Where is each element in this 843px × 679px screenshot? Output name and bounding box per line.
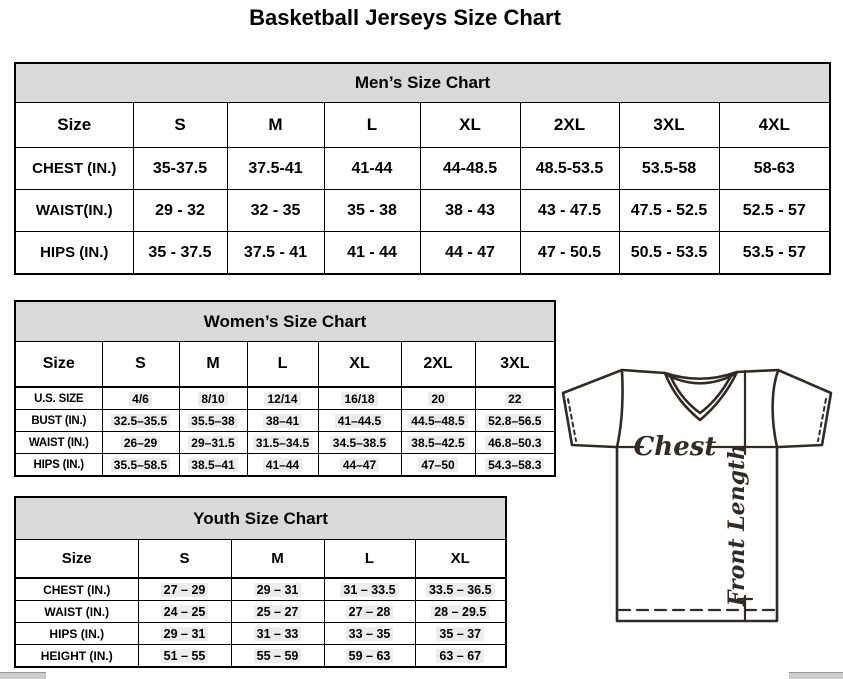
size-value: 54.3–58.3 [485, 458, 544, 472]
size-value: 31.5–34.5 [253, 436, 312, 450]
row-label: BUST (IN.) [15, 410, 102, 432]
size-value: 52.8–56.5 [485, 414, 544, 428]
size-value: 51 – 55 [161, 649, 209, 663]
chest-label: Chest [633, 432, 717, 462]
size-header-row [15, 540, 506, 579]
mens-size-chart-section [14, 62, 829, 275]
size-column-header: L [247, 342, 318, 388]
size-value-cell [719, 190, 830, 232]
size-value-cell [231, 645, 324, 668]
size-value-cell [247, 410, 318, 432]
size-value-cell [133, 232, 227, 275]
size-value-cell [415, 578, 506, 601]
size-value: 44 - 47 [445, 243, 495, 261]
size-value: 25 – 27 [254, 605, 302, 619]
size-value-cell [324, 601, 415, 623]
size-value-cell [102, 387, 179, 410]
size-value: 35.5–58.5 [111, 458, 170, 472]
size-value-cell [179, 387, 247, 410]
size-value-cell [401, 454, 475, 477]
size-value-cell [719, 148, 830, 190]
size-value-cell [415, 645, 506, 668]
table-row [15, 190, 830, 232]
size-value-cell [179, 432, 247, 454]
size-column-header: S [138, 540, 231, 579]
size-value: 52.5 - 57 [742, 201, 806, 219]
size-value: 48.5-53.5 [535, 159, 604, 177]
size-column-header: M [231, 540, 324, 579]
mens-table-title: Men’s Size Chart [15, 63, 830, 103]
size-value: 33 – 35 [346, 627, 394, 641]
size-value: 35 - 38 [347, 201, 397, 219]
size-value: 16/18 [341, 392, 377, 406]
size-value-cell [520, 190, 619, 232]
page-title: Basketball Jerseys Size Chart [249, 5, 561, 30]
size-value-cell [415, 601, 506, 623]
size-value: 38–41 [263, 414, 302, 428]
size-value-cell [138, 645, 231, 668]
womens-size-chart-section [14, 300, 554, 477]
size-value-cell [102, 432, 179, 454]
size-value: 53.5 - 57 [742, 243, 806, 261]
size-value-cell [520, 232, 619, 275]
size-value-cell [102, 454, 179, 477]
row-label: HIPS (IN.) [15, 623, 138, 645]
size-value: 38.5–42.5 [408, 436, 467, 450]
size-value-cell [179, 454, 247, 477]
size-value-cell [231, 601, 324, 623]
size-value: 29 – 31 [161, 627, 209, 641]
row-label: U.S. SIZE [15, 387, 102, 410]
size-value: 22 [505, 392, 524, 406]
size-value: 59 – 63 [346, 649, 394, 663]
size-value: 41 - 44 [347, 243, 397, 261]
table-row [15, 578, 506, 601]
size-column-header: 3XL [475, 342, 555, 388]
size-value: 44.5–48.5 [408, 414, 467, 428]
size-value-cell [247, 432, 318, 454]
row-label: WAIST(IN.) [15, 190, 133, 232]
size-value-cell [475, 387, 555, 410]
row-label: HIPS (IN.) [15, 454, 102, 477]
size-column-header: Size [15, 540, 138, 579]
size-column-header: L [324, 540, 415, 579]
size-value: 35 - 37.5 [148, 243, 212, 261]
size-column-header: 4XL [719, 103, 830, 148]
size-value: 50.5 - 53.5 [630, 243, 708, 261]
size-value-cell [138, 578, 231, 601]
mens-size-chart-table [14, 62, 831, 275]
size-column-header: 2XL [520, 103, 619, 148]
size-value-cell [401, 410, 475, 432]
size-value-cell [324, 190, 420, 232]
size-value: 55 – 59 [254, 649, 302, 663]
table-row [15, 454, 555, 477]
size-value-cell [324, 148, 420, 190]
womens-table-title: Women’s Size Chart [15, 301, 555, 342]
size-value: 33.5 – 36.5 [426, 583, 495, 597]
size-value-cell [420, 232, 520, 275]
size-value-cell [324, 578, 415, 601]
size-value: 28 – 29.5 [431, 605, 489, 619]
size-value: 32 - 35 [250, 201, 301, 219]
size-value: 35-37.5 [152, 159, 208, 177]
size-value-cell [227, 148, 324, 190]
size-value-cell [247, 387, 318, 410]
size-value-cell [318, 387, 401, 410]
size-value: 35 – 37 [436, 627, 484, 641]
table-row [15, 148, 830, 190]
size-value-cell [324, 232, 420, 275]
scrollbar-fragment-right[interactable] [789, 672, 843, 679]
front-length-label: Front Length [724, 443, 750, 607]
size-column-header: 3XL [619, 103, 719, 148]
size-value: 35.5–38 [188, 414, 237, 428]
size-value: 24 – 25 [161, 605, 209, 619]
size-column-header: Size [15, 103, 133, 148]
size-value: 47 - 50.5 [537, 243, 602, 261]
row-label: CHEST (IN.) [15, 148, 133, 190]
size-value: 4/6 [129, 392, 152, 406]
size-value-cell [247, 454, 318, 477]
size-value: 63 – 67 [436, 649, 484, 663]
size-value-cell [520, 148, 619, 190]
size-value: 20 [428, 392, 447, 406]
size-value-cell [619, 232, 719, 275]
size-value-cell [415, 623, 506, 645]
size-value-cell [719, 232, 830, 275]
size-value-cell [324, 645, 415, 668]
size-value-cell [318, 454, 401, 477]
table-row [15, 645, 506, 668]
size-column-header: M [227, 103, 324, 148]
size-value: 34.5–38.5 [330, 436, 389, 450]
size-header-row [15, 342, 555, 388]
size-value: 44–47 [340, 458, 379, 472]
womens-size-chart-table [14, 300, 556, 477]
size-value: 29 - 32 [155, 201, 205, 219]
size-value-cell [231, 623, 324, 645]
table-title-row [15, 497, 506, 540]
jersey-measurement-diagram [556, 358, 840, 630]
size-value-cell [102, 410, 179, 432]
row-label: HIPS (IN.) [15, 232, 133, 275]
size-column-header: S [133, 103, 227, 148]
size-value-cell [138, 601, 231, 623]
size-value: 47–50 [418, 458, 457, 472]
youth-size-chart-section [14, 496, 505, 668]
size-value-cell [231, 578, 324, 601]
size-column-header: M [179, 342, 247, 388]
size-column-header: XL [318, 342, 401, 388]
table-row [15, 410, 555, 432]
size-value: 26–29 [121, 436, 160, 450]
scrollbar-fragment-left[interactable] [0, 672, 46, 679]
size-value-cell [619, 190, 719, 232]
size-value: 29–31.5 [188, 436, 237, 450]
row-label: CHEST (IN.) [15, 578, 138, 601]
table-row [15, 623, 506, 645]
size-value: 32.5–35.5 [111, 414, 170, 428]
size-value: 12/14 [264, 392, 300, 406]
size-value-cell [324, 623, 415, 645]
youth-size-chart-table [14, 496, 507, 668]
size-column-header: Size [15, 342, 102, 388]
row-label: WAIST (IN.) [15, 601, 138, 623]
size-value-cell [475, 454, 555, 477]
size-value: 8/10 [198, 392, 227, 406]
size-value: 43 - 47.5 [537, 201, 602, 219]
size-value: 31 – 33 [254, 627, 302, 641]
size-header-row [15, 103, 830, 148]
table-row [15, 601, 506, 623]
size-column-header: S [102, 342, 179, 388]
size-value-cell [138, 623, 231, 645]
table-row [15, 432, 555, 454]
size-value: 41-44 [351, 159, 393, 177]
size-value-cell [420, 148, 520, 190]
size-value-cell [475, 432, 555, 454]
table-title-row [15, 301, 555, 342]
row-label: HEIGHT (IN.) [15, 645, 138, 668]
size-value-cell [133, 148, 227, 190]
size-value: 46.8–50.3 [485, 436, 544, 450]
size-value-cell [179, 410, 247, 432]
jersey-outline [563, 370, 831, 621]
size-value-cell [227, 232, 324, 275]
size-value: 38.5–41 [188, 458, 237, 472]
size-column-header: L [324, 103, 420, 148]
size-value: 47.5 - 52.5 [630, 201, 708, 219]
size-value: 29 – 31 [254, 583, 302, 597]
size-value-cell [619, 148, 719, 190]
row-label: WAIST (IN.) [15, 432, 102, 454]
size-value-cell [401, 432, 475, 454]
size-column-header: XL [420, 103, 520, 148]
size-value-cell [401, 387, 475, 410]
size-value: 44-48.5 [442, 159, 498, 177]
size-value-cell [318, 432, 401, 454]
size-value-cell [475, 410, 555, 432]
size-value: 31 – 33.5 [340, 583, 398, 597]
size-value: 27 – 29 [161, 583, 209, 597]
size-column-header: XL [415, 540, 506, 579]
youth-table-title: Youth Size Chart [15, 497, 506, 540]
size-value: 53.5-58 [641, 159, 697, 177]
size-value-cell [318, 410, 401, 432]
size-value: 41–44.5 [335, 414, 384, 428]
size-value-cell [133, 190, 227, 232]
size-value: 58-63 [753, 159, 795, 177]
size-column-header: 2XL [401, 342, 475, 388]
size-value: 27 – 28 [346, 605, 394, 619]
size-value: 37.5 - 41 [243, 243, 308, 261]
table-row [15, 232, 830, 275]
size-value: 38 - 43 [445, 201, 495, 219]
size-value-cell [420, 190, 520, 232]
size-value-cell [227, 190, 324, 232]
table-row [15, 387, 555, 410]
size-value: 41–44 [263, 458, 302, 472]
size-value: 37.5-41 [248, 159, 303, 177]
table-title-row [15, 63, 830, 103]
